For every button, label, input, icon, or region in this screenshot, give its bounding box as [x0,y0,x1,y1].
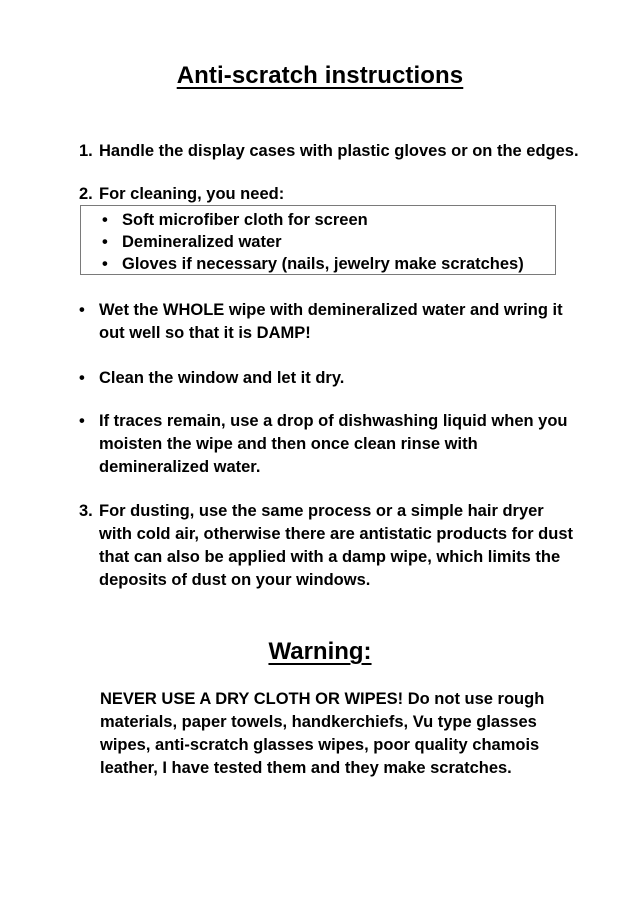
supply-text: Gloves if necessary (nails, jewelry make scratches) [122,255,524,273]
bullet-glyph: • [79,301,85,319]
step-2 [79,183,579,206]
step-3 [79,500,579,592]
cleaning-step-text: Wet the WHOLE wipe with demineralized water and wring it out well so that it is DAMP! [99,301,563,342]
supply-item [102,231,542,253]
bullet-glyph: • [102,211,108,229]
warning-heading: Warning: [268,638,372,665]
cleaning-step [79,410,579,479]
step-text: Handle the display cases with plastic gloves or on the edges. [99,142,579,160]
step-1 [79,140,579,163]
supply-text: Demineralized water [122,233,282,251]
bullet-glyph: • [102,233,108,251]
step-text: For dusting, use the same process or a simple hair dryer with cold air, otherwise there are antistatic products for dust that can also be applied with a damp wipe, which limits the deposits of dust on your windows. [99,502,574,589]
warning-text: NEVER USE A DRY CLOTH OR WIPES! Do not use rough materials, paper towels, handkerchiefs, Vu type glasses wipes, anti-scratch glasses wipes, poor quality chamois leather, I have tested them and they make scratches. [100,690,545,777]
cleaning-step-text: Clean the window and let it dry. [99,369,345,387]
step-number: 2. [79,185,93,203]
bullet-glyph: • [79,412,85,430]
bullet-glyph: • [102,255,108,273]
supply-text: Soft microfiber cloth for screen [122,211,368,229]
step-number: 3. [79,502,93,520]
page-title: Anti-scratch instructions [176,62,464,89]
cleaning-step [79,367,579,390]
step-number: 1. [79,142,93,160]
supply-item [102,253,542,275]
bullet-glyph: • [79,369,85,387]
cleaning-step-text: If traces remain, use a drop of dishwashing liquid when you moisten the wipe and then once clean rinse with demineralized water. [99,412,568,476]
supplies-box [80,205,556,275]
step-text: For cleaning, you need: [99,185,285,203]
supply-item [102,209,542,231]
cleaning-step [79,299,579,345]
